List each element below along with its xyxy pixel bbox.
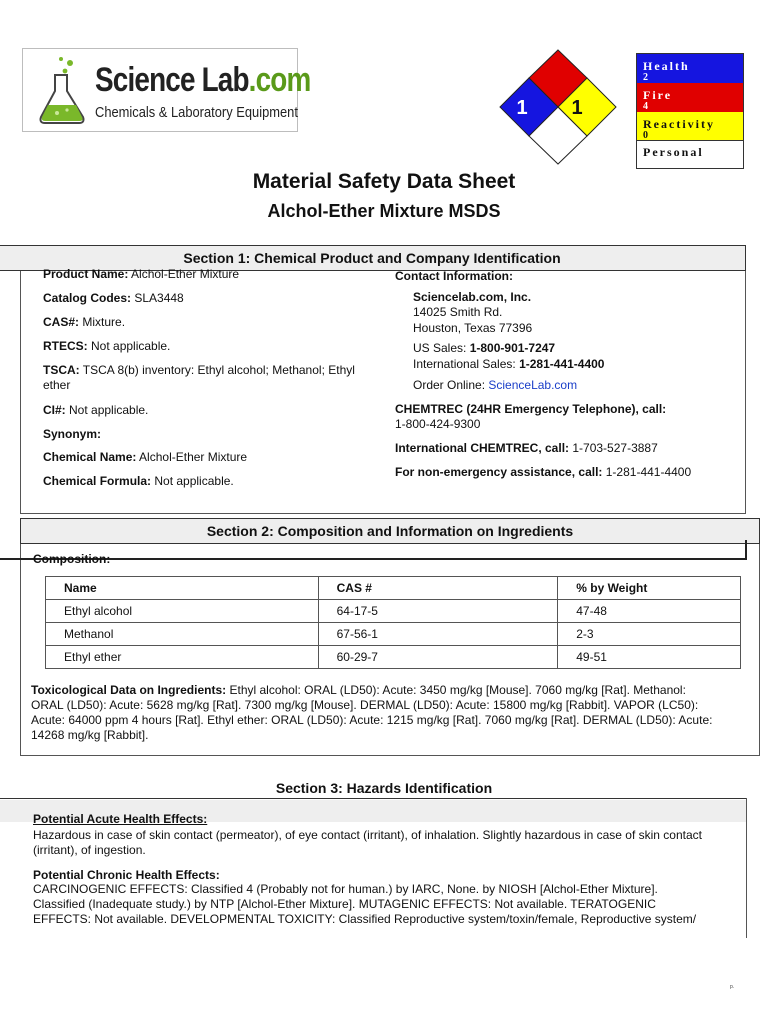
acute-effects-label: Potential Acute Health Effects: [33, 812, 208, 826]
ingredient-weight: 47-48 [558, 600, 741, 623]
hmis-rating-box [636, 53, 744, 169]
ingredient-name: Ethyl ether [46, 646, 319, 669]
chronic-effects-label: Potential Chronic Health Effects: [33, 868, 220, 882]
address-line1: 14025 Smith Rd. [413, 305, 503, 319]
nfpa-reactivity-value: 1 [571, 97, 583, 119]
sciencelab-logo[interactable] [22, 48, 311, 132]
flask-icon [37, 55, 91, 125]
hmis-health: Health 2 [637, 54, 743, 83]
nfpa-health-value: 1 [516, 97, 528, 119]
us-sales: US Sales: 1-800-901-7247 [413, 341, 556, 355]
hmis-fire: Fire 4 [637, 83, 743, 112]
ingredient-weight: 2-3 [558, 623, 741, 646]
column-header: CAS # [318, 577, 558, 600]
ingredient-cas: 64-17-5 [318, 600, 558, 623]
page-mark: p. [730, 984, 735, 990]
divider-line [0, 798, 747, 799]
logo-tagline: Chemicals & Laboratory Equipment [95, 104, 298, 121]
address-line2: Houston, Texas 77396 [413, 321, 533, 335]
ingredient-cas: 60-29-7 [318, 646, 558, 669]
logo-brand: Science Lab.com [95, 61, 311, 99]
cas-number: CAS#: Mixture. [43, 315, 126, 329]
composition-table [45, 576, 741, 669]
ci-number: CI#: Not applicable. [43, 403, 149, 417]
nfpa-fire-value: 3 [552, 69, 564, 90]
intl-sales: International Sales: 1-281-441-4400 [413, 357, 605, 371]
chemical-formula: Chemical Formula: Not applicable. [43, 474, 234, 488]
section1-header: Section 1: Chemical Product and Company Identification [0, 245, 746, 271]
page-subtitle: Alchol-Ether Mixture MSDS [267, 201, 501, 221]
ingredient-cas: 67-56-1 [318, 623, 558, 646]
product-name: Product Name: Alchol-Ether Mixture [43, 267, 240, 281]
ingredient-name: Ethyl alcohol [46, 600, 319, 623]
page-title: Material Safety Data Sheet [252, 170, 516, 193]
tsca-continued: ether [43, 378, 71, 392]
catalog-codes: Catalog Codes: SLA3448 [43, 291, 184, 305]
divider-line [0, 558, 746, 560]
order-online-link[interactable]: ScienceLab.com [488, 378, 578, 392]
hmis-reactivity: Reactivity 0 [637, 112, 743, 140]
nfpa-diamond [498, 48, 618, 166]
ingredient-name: Methanol [46, 623, 319, 646]
table-row [46, 646, 741, 669]
divider-line [746, 798, 747, 938]
rtecs: RTECS: Not applicable. [43, 339, 171, 353]
section2-header: Section 2: Composition and Information on Ingredients [20, 518, 760, 544]
tsca: TSCA: TSCA 8(b) inventory: Ethyl alcohol; Methanol; Ethyl [43, 363, 355, 377]
divider-line [745, 540, 747, 560]
composition-label: Composition: [33, 552, 111, 566]
contact-heading: Contact Information: [395, 269, 513, 283]
order-online: Order Online: ScienceLab.com [413, 378, 578, 392]
non-emergency: For non-emergency assistance, call: 1-281-441-4400 [395, 465, 692, 479]
chronic-effects-text: CARCINOGENIC EFFECTS: Classified 4 (Probably not for human.) by IARC, None. by NIOSH [Alchol-Ether Mixture]. Classified (Inadequate study.) by NTP [Alchol-Ether Mixture]. MUTAGENIC EFFECTS: Not available. TERATOGENIC EFFECTS: Not available. DEVELOPMENTAL TOXICITY: Classified Reproductive system/toxin/female, Reproductive system/ [33, 882, 697, 926]
ingredient-weight: 49-51 [558, 646, 741, 669]
column-header: Name [46, 577, 319, 600]
table-row [46, 623, 741, 646]
chemtrec-phone: 1-800-424-9300 [395, 417, 481, 431]
hmis-personal: Personal [637, 140, 743, 168]
synonym: Synonym: [43, 427, 102, 441]
intl-chemtrec: International CHEMTREC, call: 1-703-527-3887 [395, 441, 658, 455]
column-header: % by Weight [558, 577, 741, 600]
table-row [46, 600, 741, 623]
acute-effects-text: Hazardous in case of skin contact (permeator), of eye contact (irritant), of inhalation. Slightly hazardous in case of skin contact (irritant), of ingestion. [33, 828, 702, 857]
section3-header: Section 3: Hazards Identification [275, 780, 493, 796]
chemtrec-label: CHEMTREC (24HR Emergency Telephone), call: [395, 402, 667, 416]
company-name: Sciencelab.com, Inc. [413, 290, 532, 304]
chemical-name: Chemical Name: Alchol-Ether Mixture [43, 450, 248, 464]
toxicological-data: Toxicological Data on Ingredients: Ethyl alcohol: ORAL (LD50): Acute: 3450 mg/kg [Mouse]. 7060 mg/kg [Rat]. Methanol: ORAL (LD50): Acute: 5628 mg/kg [Rat]. 7300 mg/kg [Mouse]. DERMAL (LD50): Acute: 15800 mg/kg [Rabbit]. VAPOR (LC50): Acute: 64000 ppm 4 hours [Rat]. Ethyl ether: ORAL (LD50): Acute: 1215 mg/kg [Rat]. 7060 mg/kg [Rat]. DERMAL (LD50): Acute: 14268 mg/kg [Rabbit]. [31, 683, 713, 742]
table-header-row [46, 577, 741, 600]
